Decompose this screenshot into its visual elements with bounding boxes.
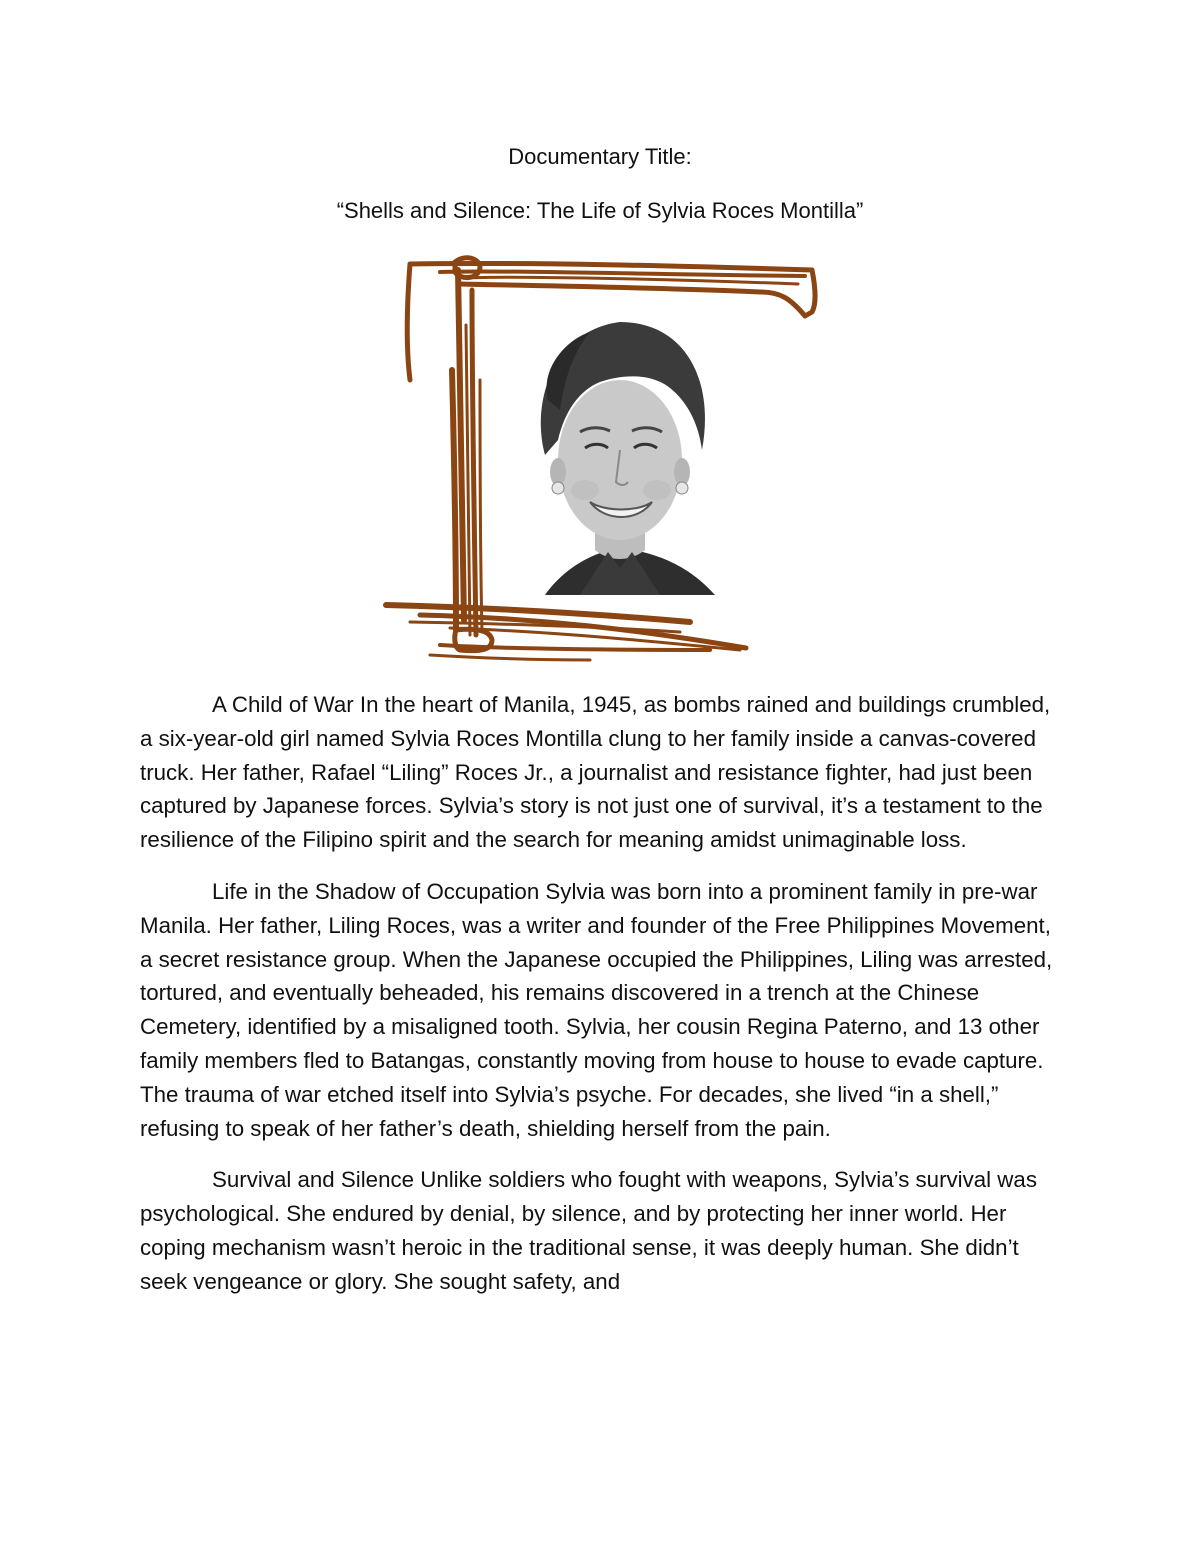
documentary-label: Documentary Title: bbox=[508, 144, 692, 169]
paragraph-child-of-war: A Child of War In the heart of Manila, 1945, as bombs rained and buildings crumbled, a six-year-old girl named Sylvia Roces Montilla clung to her family inside a canvas-covered truck. Her father, Rafael “Liling” Roces Jr., a journalist and resistance fighter, had just been captured by Japanese forces. Sylvia’s story is not just one of survival, it’s a testament to the resilience of the Filipino spirit and the search for meaning amidst unimaginable loss. bbox=[140, 692, 1051, 853]
document-body bbox=[140, 688, 1060, 1317]
paragraph-survival-and-silence: Survival and Silence Unlike soldiers who fought with weapons, Sylvia’s survival was psychological. She endured by denial, by silence, and by protecting her inner world. Her coping mechanism wasn’t heroic in the traditional sense, it was deeply human. She didn’t seek vengeance or glory. She sought safety, and bbox=[140, 1167, 1037, 1294]
portrait-figure bbox=[380, 250, 820, 665]
portrait-photo bbox=[541, 322, 715, 595]
documentary-title: “Shells and Silence: The Life of Sylvia Roces Montilla” bbox=[336, 198, 864, 223]
paragraph-shadow-of-occupation: Life in the Shadow of Occupation Sylvia was born into a prominent family in pre-war Manila. Her father, Liling Roces, was a writer and founder of the Free Philippines Movement, a secret resistance group. When the Japanese occupied the Philippines, Liling was arrested, tortured, and eventually beheaded, his remains discovered in a trench at the Chinese Cemetery, identified by a misaligned tooth. Sylvia, her cousin Regina Paterno, and 13 other family members fled to Batangas, constantly moving from house to house to evade capture. The trauma of war etched itself into Sylvia’s psyche. For decades, she lived “in a shell,” refusing to speak of her father’s death, shielding herself from the pain. bbox=[140, 878, 1053, 1141]
